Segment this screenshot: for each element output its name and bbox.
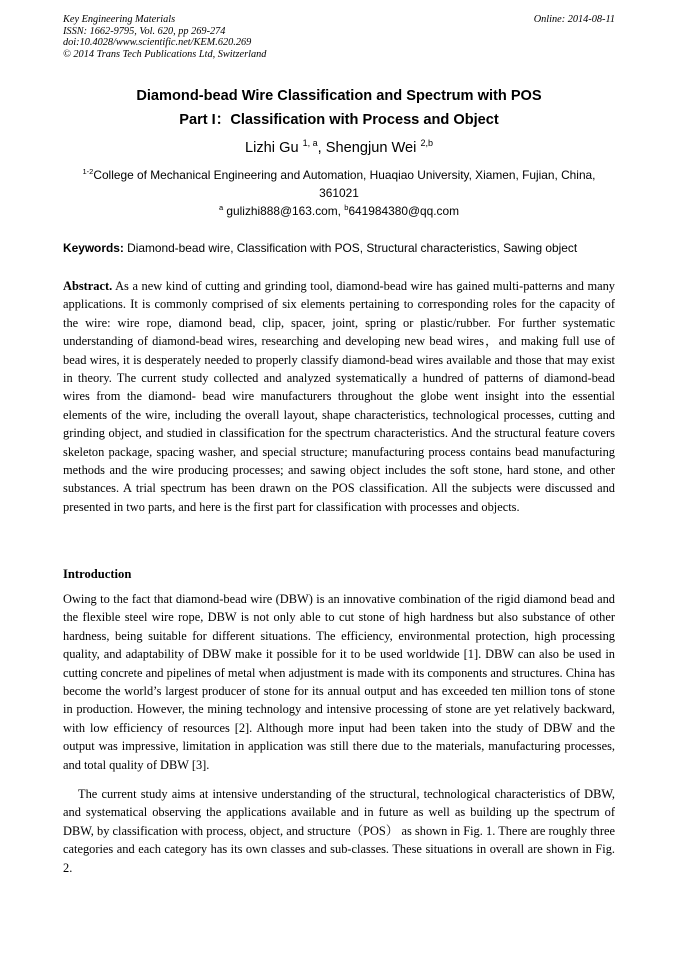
section-heading-introduction: Introduction [63,567,132,581]
journal-doi: doi:10.4028/www.scientific.net/KEM.620.269 [63,37,252,49]
author-2-affil: 2,b [420,138,433,148]
abstract-label: Abstract. [63,279,113,293]
intro-paragraph-2: The current study aims at intensive understanding of the structural, technological characteristics of DBW, and systematical observing the applications available and in future as well as building up the spectrum of DBW, by classification with process, object, and structure（POS） as shown in Fig. 1. There are roughly three categories and each category has its own classes and sub-classes. These situations in overall are shown in Fig. 2. [63,787,615,875]
paper-subtitle: Part I：Classification with Process and Object [179,112,499,128]
author-2: Shengjun Wei [325,140,417,156]
email-b-sup: b [344,203,349,212]
intro-paragraph-1: Owing to the fact that diamond-bead wire (DBW) is an innovative combination of the rigid diamond bead and the flexible steel wire rope, DBW is not only able to cut stone of high hardness but also substance of other hardness, being suitable for different situations. The efficiency, environmental protection, high processing quality, and adaptability of DBW make it possible for it to be used worldwide [1]. DBW can also be used in cutting concrete and pipelines of metal when adjustment is made with its components and structures. China has become the world’s largest producer of stone for its annual output and has exceeded ten million tons of stone in production. However, the mining technology and intensive processing of stone are yet relatively backward, with low efficiency of resources [2]. Although more input had been taken into the study of DBW and the output was impressive, limitation in application was still there due to the materials, manufacturing processes, and total quality of DBW [3]. [63,592,615,772]
affiliation-line-2: 361021 [319,186,359,200]
journal-name: Key Engineering Materials [63,14,176,25]
keywords [63,240,623,256]
affiliation-sup: 1-2 [82,167,94,176]
affiliation-line-1 [63,167,615,183]
online-date: Online: 2014-08-11 [533,14,615,25]
journal-header [63,14,615,60]
keywords-text: Diamond-bead wire, Classification with POS, Structural characteristics, Sawing object [123,241,578,255]
abstract-text: As a new kind of cutting and grinding tool, diamond-bead wire has gained multi-patterns and many applications. It is commonly comprised of six elements pertaining to corresponding roles for the capacity of the wire: wire rope, diamond bead, clip, spacer, joint, spring or plastic/rubber. For further systematic understanding of diamond-bead wires, researching and developing new bead wires，and making full use of bead wires, it is desperately needed to properly classify diamond-bead wires available and those that may exist in theory. The current study collected and analyzed systematically a hundred of patterns of diamond-bead wires from the diamond- bead wire manufacturers throughout the globe went insight into the essential elements of the wire, including the overall layout, shape characteristics, technological processes, cutting and grinding object, and studied in classification for the spectrum characteristics. And the structural feature covers skeleton package, spacing washer, and special structure; manufacturing process contains bead manufacturing methods and the wire producing processes; and sawing object includes the soft stone, hard stone, and other substances. A trial spectrum has been drawn on the POS classification. All the subjects were discussed and presented in two parts, and here is the first part for classification with processes and objects. [63,279,615,514]
author-separator: , [317,140,326,156]
paper-title: Diamond-bead Wire Classification and Spectrum with POS [136,88,542,104]
email-a: gulizhi888@163.com, [223,204,345,218]
affiliation-text: College of Mechanical Engineering and Automation, Huaqiao University, Xiamen, Fujian, China, [93,168,596,182]
author-1: Lizhi Gu [245,140,299,156]
email-a-sup: a [218,203,224,212]
email-b: 641984380@qq.com [348,204,460,218]
email-line [63,203,615,219]
author-1-affil: 1, a [302,138,318,148]
abstract [63,277,615,516]
journal-issn: ISSN: 1662-9795, Vol. 620, pp 269-274 [63,25,226,37]
keywords-label: Keywords: [63,241,124,255]
author-line [63,139,615,157]
journal-copyright: © 2014 Trans Tech Publications Ltd, Switzerland [63,48,267,60]
